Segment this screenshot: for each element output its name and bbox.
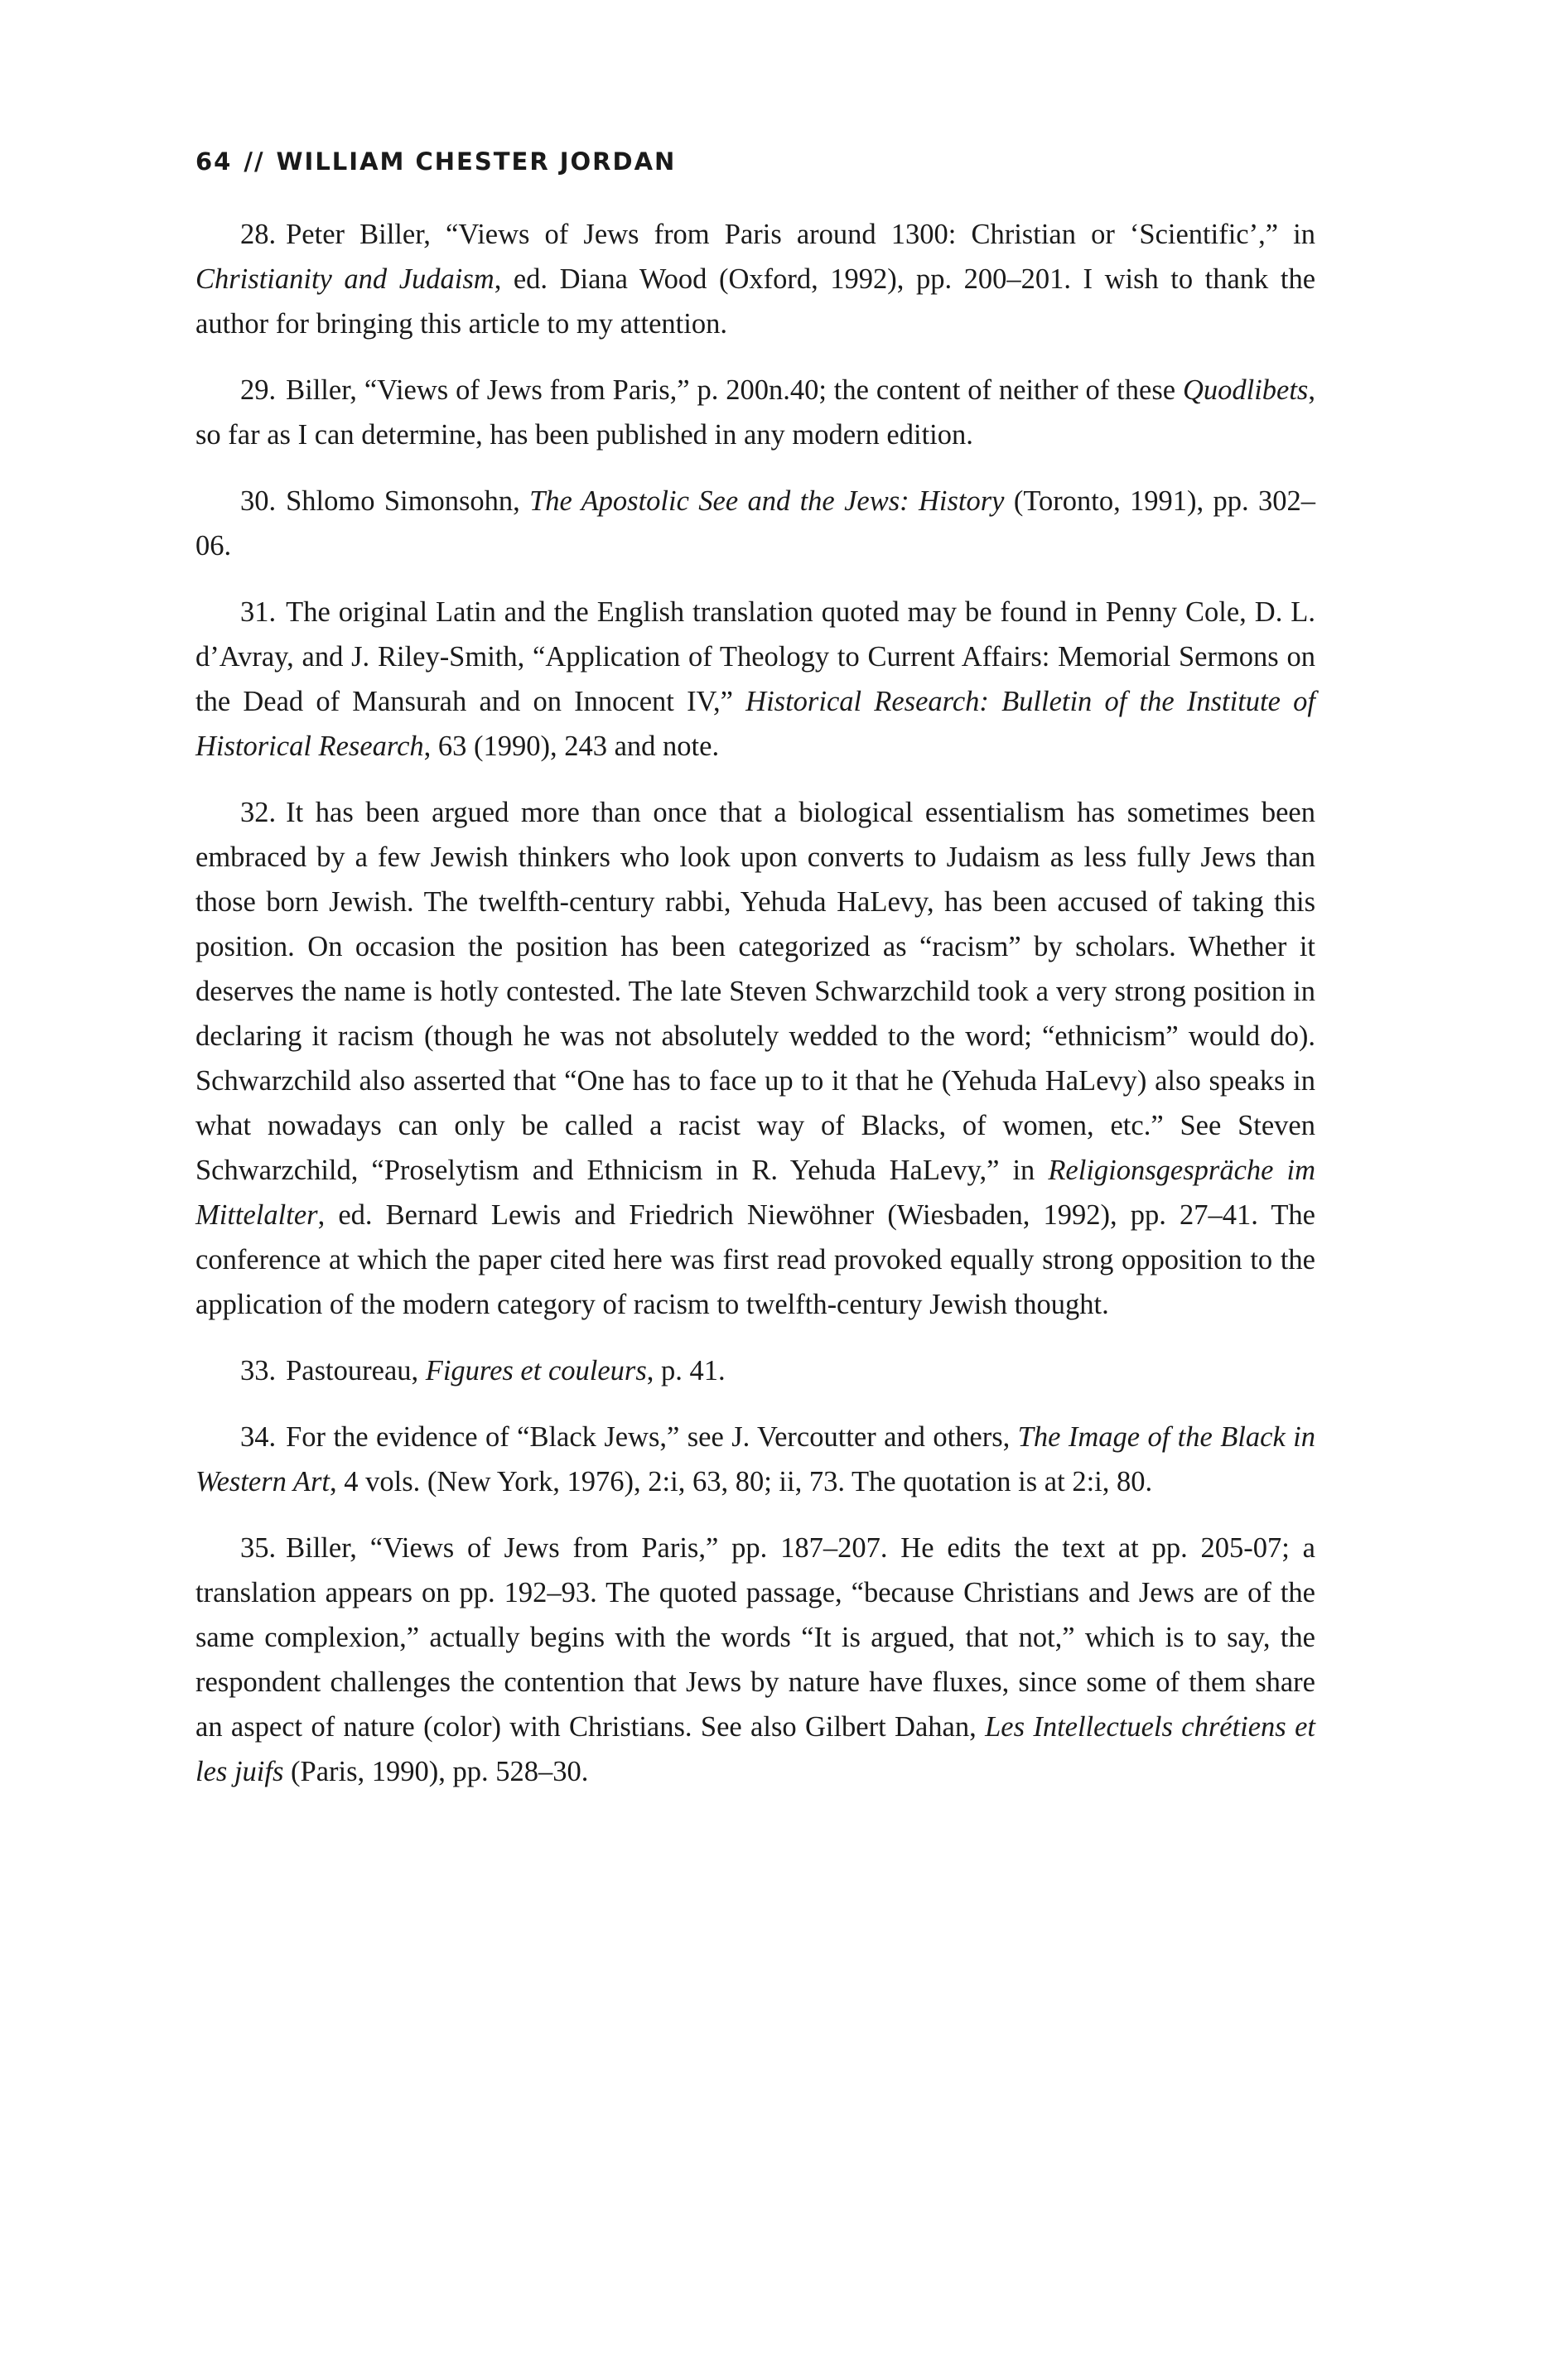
page-number: 64 — [195, 147, 233, 176]
endnote-text: Biller, “Views of Jews from Paris,” p. 200n.40; the content of neither of these — [286, 374, 1183, 406]
endnote-text: Biller, “Views of Jews from Paris,” pp. 187–207. He edits the text at pp. 205-07; a translation appears on pp. 192–93. The quoted passage, “because Christians and Jews are of the same complexion,” actually begins with the words “It is argued, that not,” which is to say, the respondent challenges the contention that Jews by nature have fluxes, since some of them share an aspect of nature (color) with Christians. See also Gilbert Dahan, — [195, 1532, 1315, 1743]
endnote-italic-title: The Image of the Black in Western Art — [195, 1421, 1316, 1497]
endnote-italic-title: Christianity and Judaism — [195, 263, 495, 295]
endnote-number: 34. — [240, 1421, 277, 1453]
endnote-italic-title: Historical Research: Bulletin of the Institute of Historical Research — [195, 686, 1315, 762]
endnote-number: 33. — [240, 1355, 277, 1386]
endnote-text: (Toronto, 1991), pp. 302–06. — [195, 485, 1315, 562]
running-head-author: WILLIAM CHESTER JORDAN — [276, 147, 677, 176]
endnote-text: Shlomo Simonsohn, — [286, 485, 530, 517]
endnote-text: , ed. Diana Wood (Oxford, 1992), pp. 200–201. I wish to thank the author for bringing this article to my attention. — [195, 263, 1316, 340]
endnote-text: Peter Biller, “Views of Jews from Paris around 1300: Christian or ‘Scientific’,” in — [286, 219, 1315, 250]
running-head — [195, 147, 1315, 176]
page — [195, 147, 1315, 1816]
endnotes-list — [195, 212, 1315, 1794]
endnote — [195, 212, 1315, 346]
endnote-italic-title: Les Intellectuels chrétiens et les juifs — [195, 1711, 1315, 1787]
endnote-number: 30. — [240, 485, 277, 517]
running-head-separator: // — [244, 147, 265, 176]
endnote-number: 31. — [240, 596, 277, 628]
endnote-text: Pastoureau, — [286, 1355, 426, 1386]
endnote — [195, 590, 1315, 769]
endnote — [195, 368, 1315, 457]
endnote — [195, 790, 1315, 1327]
endnote-italic-title: The Apostolic See and the Jews: History — [529, 485, 1005, 517]
endnote-text: , p. 41. — [646, 1355, 726, 1386]
endnote-italic-title: Religionsgespräche im Mittelalter — [195, 1155, 1316, 1231]
endnote-text: , so far as I can determine, has been published in any modern edition. — [195, 374, 1315, 451]
endnote — [195, 1415, 1315, 1504]
endnote-text: , 4 vols. (New York, 1976), 2:i, 63, 80; ii, 73. The quotation is at 2:i, 80. — [329, 1466, 1153, 1497]
endnote-text: (Paris, 1990), pp. 528–30. — [283, 1756, 589, 1787]
endnote — [195, 1526, 1315, 1794]
endnote-text: , ed. Bernard Lewis and Friedrich Niewöhner (Wiesbaden, 1992), pp. 27–41. The conference at which the paper cited here was first read provoked equally strong opposition to the application of the modern category of racism to twelfth-century Jewish thought. — [195, 1199, 1315, 1320]
endnote — [195, 479, 1315, 568]
endnote-number: 32. — [240, 797, 277, 828]
endnote-text: The original Latin and the English translation quoted may be found in Penny Cole, D. L. d’Avray, and J. Riley-Smith, “Application of Theology to Current Affairs: Memorial Sermons on the Dead of Mansurah and on Innocent IV,” — [195, 596, 1315, 717]
endnote-italic-title: Figures et couleurs — [425, 1355, 647, 1386]
endnote — [195, 1348, 1315, 1393]
endnote-text: It has been argued more than once that a biological essentialism has sometimes been embraced by a few Jewish thinkers who look upon converts to Judaism as less fully Jews than those born Jewish. The twelfth-century rabbi, Yehuda HaLevy, has been accused of taking this position. On occasion the position has been categorized as “racism” by scholars. Whether it deserves the name is hotly contested. The late Steven Schwarzchild took a very strong position in declaring it racism (though he was not absolutely wedded to the word; “ethnicism” would do). Schwarzchild also asserted that “One has to face up to it that he (Yehuda HaLevy) also speaks in what nowadays can only be called a racist way of Blacks, of women, etc.” See Steven Schwarzchild, “Proselytism and Ethnicism in R. Yehuda HaLevy,” in — [195, 797, 1315, 1186]
endnote-number: 28. — [240, 219, 277, 250]
endnote-number: 35. — [240, 1532, 277, 1564]
endnote-text: For the evidence of “Black Jews,” see J. Vercoutter and others, — [286, 1421, 1018, 1453]
endnote-text: , 63 (1990), 243 and note. — [423, 731, 720, 762]
endnote-number: 29. — [240, 374, 277, 406]
endnote-italic-title: Quodlibets — [1182, 374, 1309, 406]
